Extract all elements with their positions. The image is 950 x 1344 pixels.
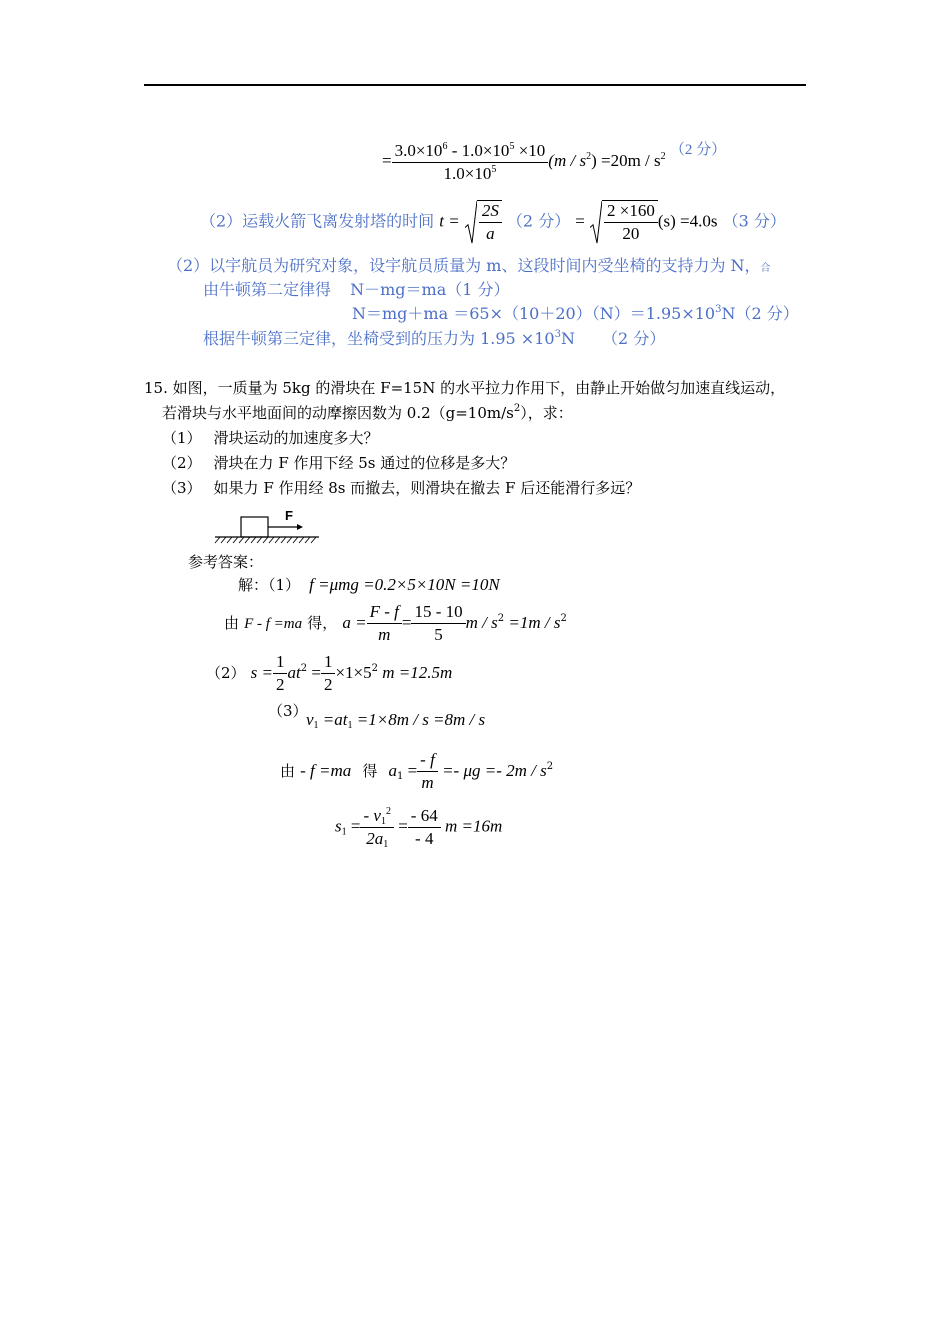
ground-hatch — [215, 537, 316, 543]
score: （2 分） — [669, 142, 727, 158]
sol14-line3: （2）以宇航员为研究对象，设宇航员质量为 m、这段时间内受坐椅的支持力为 N，合 — [167, 256, 771, 275]
answer-line6: 由 - f =ma 得 $a_1$ = $\frac{- f}{m}$ =- $\mu g =- 2m / s^2$ — [280, 750, 554, 792]
answer-line1: 解：（1） f =μmg =0.2×5×10N =10N — [238, 575, 500, 594]
sol14-line6: 根据牛顿第三定律，坐椅受到的压力为 $1.95 \times 10^3N$ （2 分） — [203, 329, 666, 348]
sol14-line5: $N=mg+ma =65\times(10+20)(N)=1.95\times 10^3N(2$ 分） — [352, 304, 799, 323]
force-label: F — [285, 508, 293, 523]
q15-line2: 若滑块与水平地面间的动摩擦因数为 $0.2(g=10m/s^2)$，求： — [162, 403, 573, 422]
answer-heading: 参考答案： — [188, 553, 264, 571]
answer-line3: （2） s = $\frac{1}{2}$ $at^2$ = $\frac{1}{2}$ $\times 1\times 5^2$ m =12.5m — [206, 652, 453, 694]
sol14-line1: = $\frac{3.0\times 10^6 - 1.0\times 10^5 \times 10}{1.0\times 10^5}$ $(m / s^2) =20m / s^2$ （2 分） — [382, 140, 727, 183]
sol14-line2: （2）运载火箭飞离发射塔的时间 t = $\frac{2S}{a}$ （2 分） = $\frac{2 \times 160}{20}$ (s) =4.0s （3 分） — [200, 201, 786, 243]
force-arrowhead — [297, 524, 303, 530]
sol14-line4: 由牛顿第二定律得 N－mg＝ma（1 分） — [203, 280, 510, 299]
q15-line1: 15. 如图，一质量为 5kg 的滑块在 F=15N 的水平拉力作用下，由静止开始做匀加速直线运动， — [144, 379, 786, 397]
q15-item-1: （1） 滑块运动的加速度多大？ — [162, 429, 379, 447]
answer-line7: $s_1$ = $\frac{- v_1^2}{2a_1}$ = $\frac{- 64}{- 4}$ m =16m — [335, 806, 503, 850]
q15-item-2: （2） 滑块在力 F 作用下经 5s 通过的位移是多大？ — [162, 454, 516, 472]
answer-line5: $v_1 =at_1 =1\times 8m / s =8m / s$ — [306, 710, 486, 731]
answer-line2: 由 F - f =ma 得， a = $\frac{F - f}{m}$ = $\frac{15 - 10}{5}$ $m / s^2 =1m / s^2$ — [224, 602, 567, 644]
block-force-figure — [213, 506, 323, 548]
header-rule — [144, 84, 806, 86]
q15-item-3: （3） 如果力 F 作用经 8s 而撤去，则滑块在撤去 F 后还能滑行多远？ — [162, 479, 641, 497]
block — [241, 517, 268, 537]
answer-line4: （3） — [268, 702, 308, 720]
